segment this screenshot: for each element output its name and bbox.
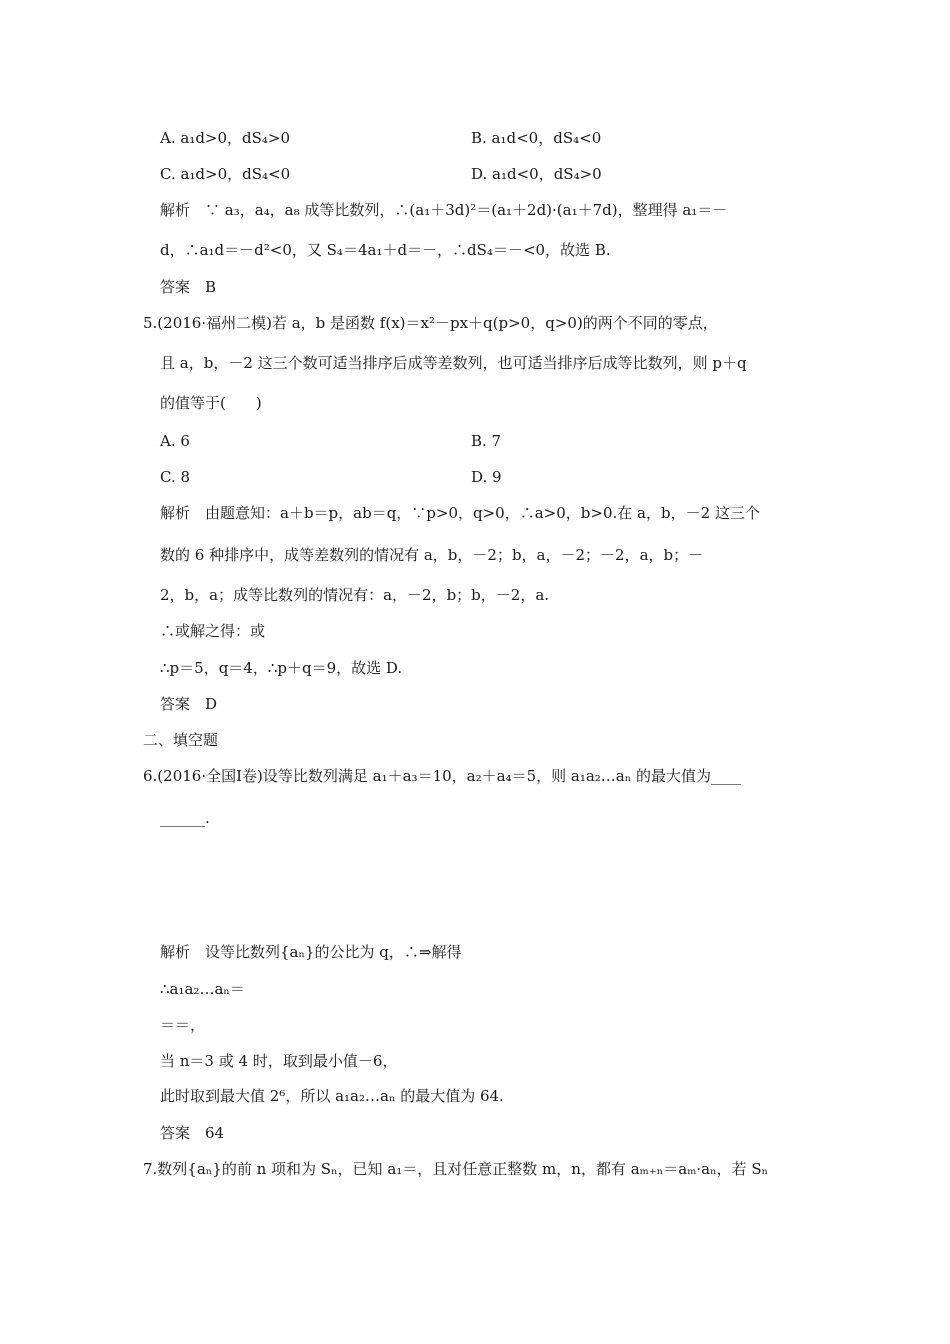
p6-solution-line-1: 解析 设等比数列{aₙ}的公比为 q，∴⇒解得: [160, 943, 462, 961]
p6-solution-line-5: 此时取到最大值 2⁶，所以 a₁a₂…aₙ 的最大值为 64.: [160, 1087, 504, 1105]
p5-solution-line-3: 2，b，a；成等比数列的情况有：a，－2，b；b，－2，a.: [160, 586, 550, 604]
p7-stem-line-1: 7.数列{aₙ}的前 n 项和为 Sₙ，已知 a₁＝，且对任意正整数 m，n，都有 aₘ₊ₙ＝aₘ·aₙ，若 Sₙ: [143, 1160, 769, 1178]
p6-solution-line-4: 当 n＝3 或 4 时，取到最小值－6，: [160, 1052, 398, 1070]
p5-solution-line-4: ∴或解之得：或: [160, 622, 266, 640]
p5-answer: 答案 D: [160, 695, 218, 713]
section-heading: 二、填空题: [143, 731, 219, 749]
p5-solution-line-2: 数的 6 种排序中，成等差数列的情况有 a，b，－2；b，a，－2；－2，a，b；－: [160, 546, 704, 564]
p5-option-b: B. 7: [471, 432, 502, 450]
p5-option-a: A. 6: [160, 432, 190, 450]
p5-stem-line-2: 且 a，b，－2 这三个数可适当排序后成等差数列，也可适当排序后成等比数列，则 p＋q: [160, 354, 747, 372]
p4-option-c: C. a₁d>0，dS₄<0: [160, 165, 291, 183]
p5-solution-line-5: ∴p＝5，q＝4，∴p＋q＝9，故选 D.: [160, 659, 403, 677]
p4-answer: 答案 B: [160, 278, 217, 296]
p4-option-a: A. a₁d>0，dS₄>0: [160, 129, 291, 147]
p4-solution-line-2: d，∴a₁d＝－d²<0，又 S₄＝4a₁＋d＝－，∴dS₄＝－<0，故选 B.: [160, 241, 611, 259]
p4-option-b: B. a₁d<0，dS₄<0: [471, 129, 602, 147]
p6-stem-line-2: ______.: [160, 809, 210, 827]
p6-solution-line-3: ＝＝，: [160, 1016, 206, 1034]
p6-stem-line-1: 6.(2016·全国Ⅰ卷)设等比数列满足 a₁＋a₃＝10，a₂＋a₄＝5，则 a₁a₂…aₙ 的最大值为____: [143, 767, 741, 785]
p6-solution-line-2: ∴a₁a₂…aₙ＝: [160, 980, 245, 998]
p5-option-c: C. 8: [160, 468, 191, 486]
p6-answer: 答案 64: [160, 1124, 225, 1142]
p4-option-d: D. a₁d<0，dS₄>0: [471, 165, 602, 183]
p5-solution-line-1: 解析 由题意知：a＋b＝p，ab＝q，∵p>0，q>0，∴a>0，b>0.在 a，b，－2 这三个: [160, 504, 760, 522]
p5-stem-line-1: 5.(2016·福州二模)若 a，b 是函数 f(x)＝x²－px＋q(p>0，q>0)的两个不同的零点，: [143, 314, 718, 332]
p4-solution-line-1: 解析 ∵ a₃，a₄，a₈ 成等比数列，∴(a₁＋3d)²＝(a₁＋2d)·(a₁＋7d)，整理得 a₁＝－: [160, 201, 728, 219]
p5-option-d: D. 9: [471, 468, 502, 486]
p5-stem-line-3: 的值等于( ): [160, 394, 262, 412]
